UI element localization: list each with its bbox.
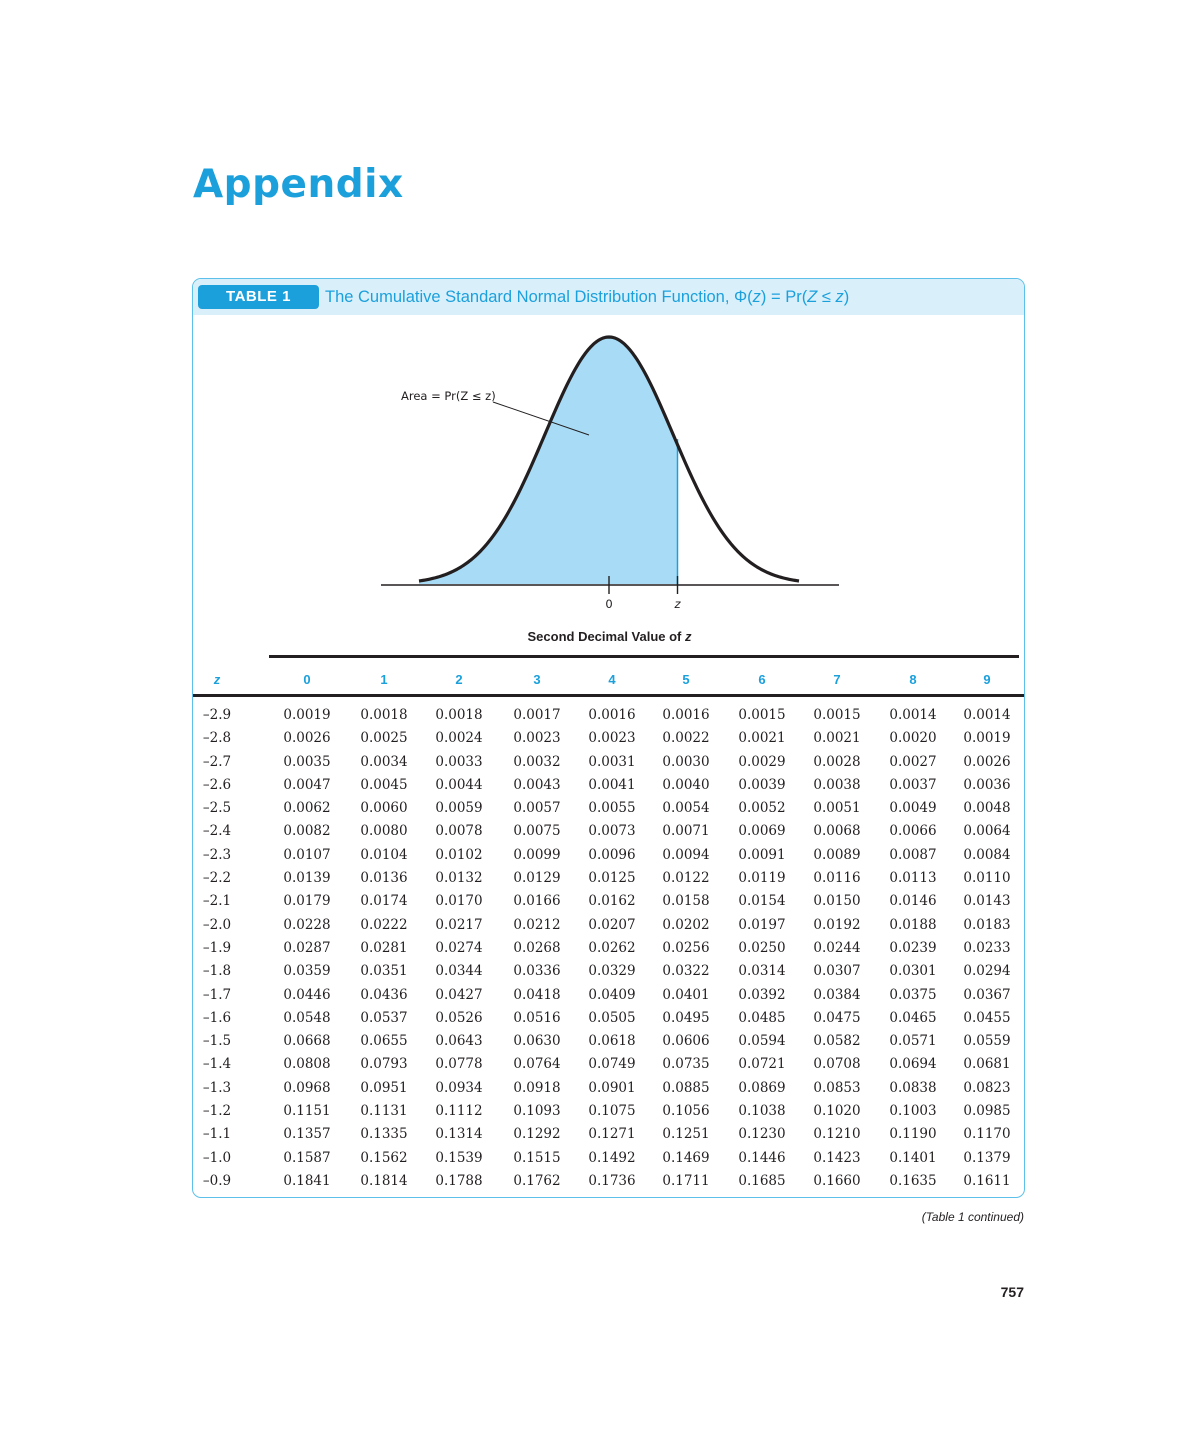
probability-cell: 0.1075 (588, 1103, 636, 1120)
z-value-cell: –2.8 (202, 730, 232, 747)
probability-cell: 0.0485 (738, 1009, 786, 1026)
probability-cell: 0.0035 (283, 753, 331, 770)
probability-cell: 0.0344 (435, 963, 483, 980)
table-row (193, 728, 1025, 751)
probability-cell: 0.0170 (435, 893, 483, 910)
probability-cell: 0.0808 (283, 1056, 331, 1073)
table-row (193, 915, 1025, 938)
probability-cell: 0.0033 (435, 753, 483, 770)
probability-cell: 0.0721 (738, 1056, 786, 1073)
probability-cell: 0.0036 (963, 776, 1011, 793)
probability-cell: 0.0154 (738, 893, 786, 910)
z-value-cell: –1.0 (202, 1149, 232, 1166)
table-row (193, 1124, 1025, 1147)
probability-cell: 0.0060 (360, 800, 408, 817)
probability-cell: 0.0028 (813, 753, 861, 770)
probability-cell: 0.0174 (360, 893, 408, 910)
probability-cell: 0.1814 (360, 1172, 408, 1189)
probability-cell: 0.0025 (360, 730, 408, 747)
probability-cell: 0.0158 (662, 893, 710, 910)
column-header: 1 (380, 672, 388, 687)
probability-cell: 0.0475 (813, 1009, 861, 1026)
probability-cell: 0.0023 (588, 730, 636, 747)
probability-cell: 0.0934 (435, 1079, 483, 1096)
z-value-cell: –1.9 (202, 939, 232, 956)
column-header: 2 (455, 672, 463, 687)
probability-cell: 0.0606 (662, 1033, 710, 1050)
probability-cell: 0.0073 (588, 823, 636, 840)
probability-cell: 0.1112 (435, 1103, 483, 1120)
z-value-cell: –2.2 (202, 870, 232, 887)
probability-cell: 0.0244 (813, 939, 861, 956)
probability-cell: 0.0057 (513, 800, 561, 817)
table-row (193, 845, 1025, 868)
normal-table-box (192, 278, 1025, 1198)
probability-cell: 0.0026 (283, 730, 331, 747)
probability-cell: 0.0038 (813, 776, 861, 793)
z-value-cell: –1.3 (202, 1079, 232, 1096)
probability-cell: 0.1736 (588, 1172, 636, 1189)
z-value-cell: –2.4 (202, 823, 232, 840)
area-label: Area = Pr(Z ≤ z) (401, 389, 496, 403)
probability-cell: 0.0048 (963, 800, 1011, 817)
probability-cell: 0.1762 (513, 1172, 561, 1189)
probability-cell: 0.0681 (963, 1056, 1011, 1073)
probability-cell: 0.0102 (435, 846, 483, 863)
probability-cell: 0.1056 (662, 1103, 710, 1120)
probability-cell: 0.0183 (963, 916, 1011, 933)
probability-cell: 0.1003 (889, 1103, 937, 1120)
probability-cell: 0.0020 (889, 730, 937, 747)
probability-cell: 0.0026 (963, 753, 1011, 770)
probability-cell: 0.0015 (738, 707, 786, 723)
probability-cell: 0.0853 (813, 1079, 861, 1096)
column-header: 8 (909, 672, 917, 687)
column-header: 6 (758, 672, 766, 687)
probability-cell: 0.0084 (963, 846, 1011, 863)
column-header: 7 (833, 672, 841, 687)
probability-cell: 0.0039 (738, 776, 786, 793)
probability-cell: 0.0019 (283, 707, 331, 723)
page-heading: Appendix (193, 162, 404, 207)
probability-cell: 0.1292 (513, 1126, 561, 1143)
probability-cell: 0.0869 (738, 1079, 786, 1096)
column-group-label-prefix: Second Decimal Value of (527, 629, 685, 644)
header-top-rule (269, 655, 1019, 658)
probability-cell: 0.0116 (813, 870, 861, 887)
z-value-cell: –2.1 (202, 893, 232, 910)
table-row (193, 752, 1025, 775)
probability-cell: 0.0239 (889, 939, 937, 956)
table-row (193, 868, 1025, 891)
probability-cell: 0.0505 (588, 1009, 636, 1026)
probability-cell: 0.0018 (435, 707, 483, 723)
table-row (193, 891, 1025, 914)
probability-cell: 0.0367 (963, 986, 1011, 1003)
probability-cell: 0.0951 (360, 1079, 408, 1096)
probability-cell: 0.1314 (435, 1126, 483, 1143)
z-value-cell: –1.8 (202, 963, 232, 980)
probability-cell: 0.0455 (963, 1009, 1011, 1026)
probability-cell: 0.0029 (738, 753, 786, 770)
probability-cell: 0.0250 (738, 939, 786, 956)
probability-cell: 0.0436 (360, 986, 408, 1003)
probability-cell: 0.0294 (963, 963, 1011, 980)
probability-cell: 0.0162 (588, 893, 636, 910)
probability-cell: 0.0694 (889, 1056, 937, 1073)
table-title-suffix: ) (843, 288, 850, 306)
probability-cell: 0.0336 (513, 963, 561, 980)
table-title-z2: z (835, 288, 844, 306)
z-value-cell: –2.5 (202, 800, 232, 817)
probability-cell: 0.0016 (588, 707, 636, 723)
table-row (193, 1171, 1025, 1194)
probability-cell: 0.1401 (889, 1149, 937, 1166)
probability-cell: 0.0043 (513, 776, 561, 793)
probability-cell: 0.0708 (813, 1056, 861, 1073)
probability-cell: 0.0526 (435, 1009, 483, 1026)
probability-cell: 0.0778 (435, 1056, 483, 1073)
probability-cell: 0.0384 (813, 986, 861, 1003)
z-value-cell: –2.6 (202, 776, 232, 793)
probability-cell: 0.0062 (283, 800, 331, 817)
probability-cell: 0.1446 (738, 1149, 786, 1166)
table-title-mid: ) = Pr( (760, 288, 808, 306)
probability-cell: 0.0125 (588, 870, 636, 887)
probability-cell: 0.1190 (889, 1126, 937, 1143)
z-value-cell: –2.9 (202, 707, 232, 723)
probability-cell: 0.0104 (360, 846, 408, 863)
probability-cell: 0.0034 (360, 753, 408, 770)
z-value-cell: –1.2 (202, 1103, 232, 1120)
probability-cell: 0.1131 (360, 1103, 408, 1120)
probability-cell: 0.0055 (588, 800, 636, 817)
probability-cell: 0.0078 (435, 823, 483, 840)
probability-cell: 0.0037 (889, 776, 937, 793)
probability-cell: 0.0495 (662, 1009, 710, 1026)
probability-cell: 0.1093 (513, 1103, 561, 1120)
probability-cell: 0.1251 (662, 1126, 710, 1143)
probability-cell: 0.0793 (360, 1056, 408, 1073)
probability-cell: 0.1788 (435, 1172, 483, 1189)
table-row (193, 1148, 1025, 1171)
column-header: 5 (682, 672, 690, 687)
probability-cell: 0.0314 (738, 963, 786, 980)
probability-cell: 0.0096 (588, 846, 636, 863)
probability-cell: 0.0359 (283, 963, 331, 980)
table-title-le: ≤ (817, 288, 836, 306)
probability-cell: 0.0054 (662, 800, 710, 817)
probability-cell: 0.0375 (889, 986, 937, 1003)
probability-cell: 0.0143 (963, 893, 1011, 910)
probability-cell: 0.0068 (813, 823, 861, 840)
probability-cell: 0.1841 (283, 1172, 331, 1189)
probability-cell: 0.0089 (813, 846, 861, 863)
table-title-prefix: The Cumulative Standard Normal Distribution Function, Φ( (325, 288, 753, 306)
probability-cell: 0.0823 (963, 1079, 1011, 1096)
probability-cell: 0.0041 (588, 776, 636, 793)
probability-cell: 0.0110 (963, 870, 1011, 887)
probability-cell: 0.0262 (588, 939, 636, 956)
probability-cell: 0.0465 (889, 1009, 937, 1026)
probability-cell: 0.0094 (662, 846, 710, 863)
probability-cell: 0.0066 (889, 823, 937, 840)
probability-cell: 0.0132 (435, 870, 483, 887)
probability-cell: 0.0017 (513, 707, 561, 723)
probability-cell: 0.0107 (283, 846, 331, 863)
probability-cell: 0.0040 (662, 776, 710, 793)
table-row (193, 1008, 1025, 1031)
probability-cell: 0.0136 (360, 870, 408, 887)
probability-cell: 0.0233 (963, 939, 1011, 956)
axis-zero-label: 0 (605, 597, 613, 611)
table-row (193, 985, 1025, 1008)
probability-cell: 0.0192 (813, 916, 861, 933)
probability-cell: 0.0087 (889, 846, 937, 863)
probability-cell: 0.0885 (662, 1079, 710, 1096)
column-group-label-var: z (685, 629, 692, 644)
probability-cell: 0.1515 (513, 1149, 561, 1166)
probability-cell: 0.0071 (662, 823, 710, 840)
probability-cell: 0.0139 (283, 870, 331, 887)
probability-cell: 0.0019 (963, 730, 1011, 747)
table-row (193, 775, 1025, 798)
probability-cell: 0.0015 (813, 707, 861, 723)
probability-cell: 0.0044 (435, 776, 483, 793)
page-number: 757 (1000, 1284, 1024, 1300)
probability-cell: 0.0516 (513, 1009, 561, 1026)
z-value-cell: –1.4 (202, 1056, 232, 1073)
table-row (193, 938, 1025, 961)
probability-cell: 0.0735 (662, 1056, 710, 1073)
probability-cell: 0.1271 (588, 1126, 636, 1143)
z-value-cell: –0.9 (202, 1172, 232, 1189)
probability-cell: 0.0307 (813, 963, 861, 980)
probability-cell: 0.1151 (283, 1103, 331, 1120)
z-value-cell: –2.0 (202, 916, 232, 933)
probability-cell: 0.0021 (813, 730, 861, 747)
probability-cell: 0.0207 (588, 916, 636, 933)
probability-cell: 0.0030 (662, 753, 710, 770)
probability-cell: 0.0749 (588, 1056, 636, 1073)
probability-cell: 0.0322 (662, 963, 710, 980)
probability-cell: 0.0351 (360, 963, 408, 980)
probability-cell: 0.0392 (738, 986, 786, 1003)
z-value-cell: –2.7 (202, 753, 232, 770)
probability-cell: 0.0329 (588, 963, 636, 980)
probability-cell: 0.0052 (738, 800, 786, 817)
z-value-cell: –1.5 (202, 1033, 232, 1050)
probability-cell: 0.0082 (283, 823, 331, 840)
probability-cell: 0.0069 (738, 823, 786, 840)
probability-cell: 0.0446 (283, 986, 331, 1003)
table-row (193, 705, 1025, 728)
z-value-cell: –1.1 (202, 1126, 232, 1143)
probability-cell: 0.0571 (889, 1033, 937, 1050)
probability-cell: 0.0548 (283, 1009, 331, 1026)
probability-cell: 0.0031 (588, 753, 636, 770)
probability-cell: 0.0418 (513, 986, 561, 1003)
table-row (193, 821, 1025, 844)
probability-cell: 0.0655 (360, 1033, 408, 1050)
probability-cell: 0.0643 (435, 1033, 483, 1050)
probability-cell: 0.0301 (889, 963, 937, 980)
probability-cell: 0.0427 (435, 986, 483, 1003)
probability-cell: 0.1660 (813, 1172, 861, 1189)
probability-cell: 0.0075 (513, 823, 561, 840)
probability-cell: 0.1020 (813, 1103, 861, 1120)
probability-cell: 0.0222 (360, 916, 408, 933)
probability-cell: 0.0268 (513, 939, 561, 956)
probability-cell: 0.0027 (889, 753, 937, 770)
probability-cell: 0.1423 (813, 1149, 861, 1166)
probability-cell: 0.0287 (283, 939, 331, 956)
probability-cell: 0.0080 (360, 823, 408, 840)
axis-z-label: z (674, 597, 681, 611)
probability-cell: 0.0049 (889, 800, 937, 817)
probability-cell: 0.1038 (738, 1103, 786, 1120)
probability-cell: 0.0166 (513, 893, 561, 910)
table-row (193, 961, 1025, 984)
probability-cell: 0.0537 (360, 1009, 408, 1026)
probability-cell: 0.0113 (889, 870, 937, 887)
probability-cell: 0.0047 (283, 776, 331, 793)
probability-cell: 0.0985 (963, 1103, 1011, 1120)
probability-cell: 0.0024 (435, 730, 483, 747)
probability-cell: 0.1170 (963, 1126, 1011, 1143)
z-value-cell: –2.3 (202, 846, 232, 863)
probability-cell: 0.1562 (360, 1149, 408, 1166)
probability-cell: 0.0018 (360, 707, 408, 723)
normal-curve-figure (193, 279, 1025, 624)
probability-cell: 0.0901 (588, 1079, 636, 1096)
probability-cell: 0.0217 (435, 916, 483, 933)
probability-cell: 0.0212 (513, 916, 561, 933)
probability-cell: 0.1230 (738, 1126, 786, 1143)
column-header: 3 (533, 672, 541, 687)
probability-cell: 0.0150 (813, 893, 861, 910)
probability-cell: 0.1335 (360, 1126, 408, 1143)
probability-cell: 0.0045 (360, 776, 408, 793)
probability-cell: 0.0968 (283, 1079, 331, 1096)
probability-cell: 0.0228 (283, 916, 331, 933)
probability-cell: 0.1635 (889, 1172, 937, 1189)
column-header: 0 (303, 672, 311, 687)
column-header: 4 (608, 672, 616, 687)
probability-cell: 0.0146 (889, 893, 937, 910)
table-title-z1: z (752, 288, 761, 306)
probability-cell: 0.0021 (738, 730, 786, 747)
probability-cell: 0.0668 (283, 1033, 331, 1050)
z-value-cell: –1.6 (202, 1009, 232, 1026)
z-value-cell: –1.7 (202, 986, 232, 1003)
probability-cell: 0.1357 (283, 1126, 331, 1143)
probability-cell: 0.0764 (513, 1056, 561, 1073)
probability-cell: 0.0023 (513, 730, 561, 747)
probability-cell: 0.0409 (588, 986, 636, 1003)
probability-cell: 0.1379 (963, 1149, 1011, 1166)
probability-cell: 0.0202 (662, 916, 710, 933)
table-row (193, 1101, 1025, 1124)
probability-cell: 0.0274 (435, 939, 483, 956)
probability-cell: 0.0197 (738, 916, 786, 933)
probability-cell: 0.0014 (889, 707, 937, 723)
column-group-label (193, 629, 1025, 644)
probability-cell: 0.0256 (662, 939, 710, 956)
probability-cell: 0.0051 (813, 800, 861, 817)
probability-cell: 0.0838 (889, 1079, 937, 1096)
shaded-area (419, 337, 678, 584)
probability-cell: 0.1711 (662, 1172, 710, 1189)
probability-cell: 0.0099 (513, 846, 561, 863)
probability-cell: 0.1587 (283, 1149, 331, 1166)
probability-cell: 0.1611 (963, 1172, 1011, 1189)
table-row (193, 1031, 1025, 1054)
probability-cell: 0.1539 (435, 1149, 483, 1166)
probability-cell: 0.0618 (588, 1033, 636, 1050)
table-continued-note: (Table 1 continued) (921, 1210, 1024, 1224)
probability-cell: 0.0091 (738, 846, 786, 863)
column-header: 9 (983, 672, 991, 687)
probability-cell: 0.0014 (963, 707, 1011, 723)
probability-cell: 0.0022 (662, 730, 710, 747)
probability-cell: 0.1492 (588, 1149, 636, 1166)
probability-cell: 0.0188 (889, 916, 937, 933)
probability-cell: 0.0059 (435, 800, 483, 817)
probability-cell: 0.0582 (813, 1033, 861, 1050)
probability-cell: 0.0064 (963, 823, 1011, 840)
probability-cell: 0.0032 (513, 753, 561, 770)
probability-cell: 0.0594 (738, 1033, 786, 1050)
probability-cell: 0.1469 (662, 1149, 710, 1166)
table-row (193, 1078, 1025, 1101)
probability-cell: 0.0918 (513, 1079, 561, 1096)
table-row (193, 1054, 1025, 1077)
probability-cell: 0.0401 (662, 986, 710, 1003)
probability-cell: 0.0129 (513, 870, 561, 887)
probability-cell: 0.0016 (662, 707, 710, 723)
header-bottom-rule (193, 694, 1025, 697)
table-row (193, 798, 1025, 821)
probability-cell: 0.0559 (963, 1033, 1011, 1050)
probability-cell: 0.0281 (360, 939, 408, 956)
probability-cell: 0.0119 (738, 870, 786, 887)
probability-cell: 0.0179 (283, 893, 331, 910)
probability-cell: 0.1210 (813, 1126, 861, 1143)
table-tag: TABLE 1 (198, 285, 319, 309)
table-body (193, 705, 1025, 1194)
row-header-z: z (213, 672, 221, 687)
probability-cell: 0.0630 (513, 1033, 561, 1050)
table-title-Z: Z (807, 288, 818, 306)
probability-cell: 0.0122 (662, 870, 710, 887)
probability-cell: 0.1685 (738, 1172, 786, 1189)
